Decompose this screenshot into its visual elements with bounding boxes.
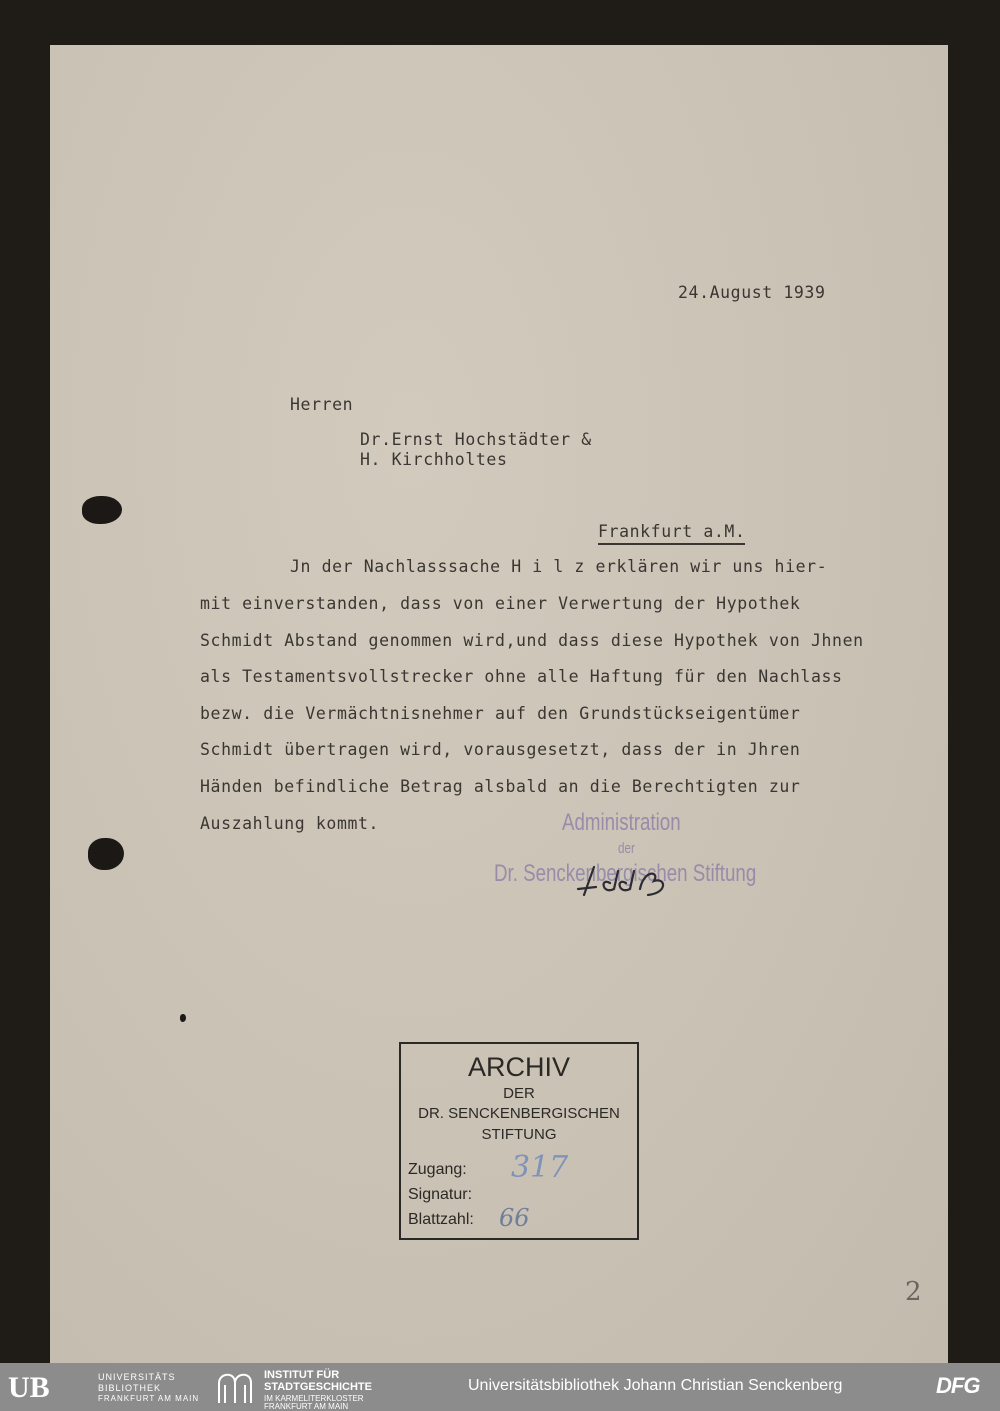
institute-arch-icon: [215, 1371, 255, 1405]
recipient-city: Frankfurt a.M.: [598, 522, 745, 545]
body-line-3: Schmidt Abstand genommen wird,und dass diese Hypothek von Jhnen: [200, 631, 864, 650]
dfg-logo: DFG: [936, 1373, 980, 1398]
body-line-6: Schmidt übertragen wird, vorausgesetzt, dass der in Jhren: [200, 740, 801, 759]
blattzahl-value: 66: [499, 1204, 530, 1232]
body-line-4: als Testamentsvollstrecker ohne alle Haftung für den Nachlass: [200, 667, 843, 686]
zugang-value: 317: [511, 1150, 569, 1185]
signatur-label: Signatur:: [408, 1186, 473, 1203]
institute-sub-2: FRANKFURT AM MAIN: [264, 1402, 349, 1411]
institute-title-2: STADTGESCHICHTE: [264, 1381, 372, 1393]
ink-speck: [180, 1014, 186, 1022]
recipient-line-2: H. Kirchholtes: [360, 450, 508, 469]
ub-text-2: BIBLIOTHEK: [98, 1383, 162, 1393]
archive-stiftung: STIFTUNG: [481, 1126, 557, 1143]
institute-sub-1: IM KARMELITERKLOSTER: [264, 1394, 364, 1403]
stamp-administration: Administration: [562, 809, 681, 836]
ub-logo: UB: [8, 1371, 50, 1404]
letter-date: 24.August 1939: [678, 283, 826, 302]
body-line-8: Auszahlung kommt.: [200, 814, 380, 833]
library-name: Universitätsbibliothek Johann Christian Senckenberg: [468, 1377, 843, 1394]
zugang-label: Zugang:: [408, 1161, 467, 1178]
footer-bar: [0, 1363, 1000, 1411]
recipient-line-1: Dr.Ernst Hochstädter &: [360, 430, 592, 449]
stamp-stiftung-name: Dr. Senckenbergischen Stiftung: [494, 860, 757, 887]
body-line-5: bezw. die Vermächtnisnehmer auf den Grundstückseigentümer: [200, 704, 801, 723]
archive-senckenbergischen: DR. SENCKENBERGISCHEN: [418, 1105, 620, 1122]
handwritten-signature: [570, 857, 690, 902]
archive-title: ARCHIV: [467, 1052, 570, 1082]
body-line-1: Jn der Nachlasssache H i l z erklären wir uns hier-: [290, 557, 828, 576]
page-number-mark: 2: [905, 1277, 922, 1307]
archive-stamp: [399, 1042, 639, 1240]
body-line-2: mit einverstanden, dass von einer Verwertung der Hypothek: [200, 594, 801, 613]
salutation: Herren: [290, 395, 354, 414]
letter-page: [50, 45, 948, 1363]
ub-text-3: FRANKFURT AM MAIN: [98, 1394, 200, 1403]
ub-text-1: UNIVERSITÄTS: [98, 1372, 176, 1382]
institute-title-1: INSTITUT FÜR: [264, 1369, 340, 1381]
archive-der: DER: [503, 1085, 535, 1102]
stamp-der: der: [618, 840, 635, 857]
blattzahl-label: Blattzahl:: [408, 1211, 474, 1228]
body-line-7: Händen befindliche Betrag alsbald an die Berechtigten zur: [200, 777, 801, 796]
